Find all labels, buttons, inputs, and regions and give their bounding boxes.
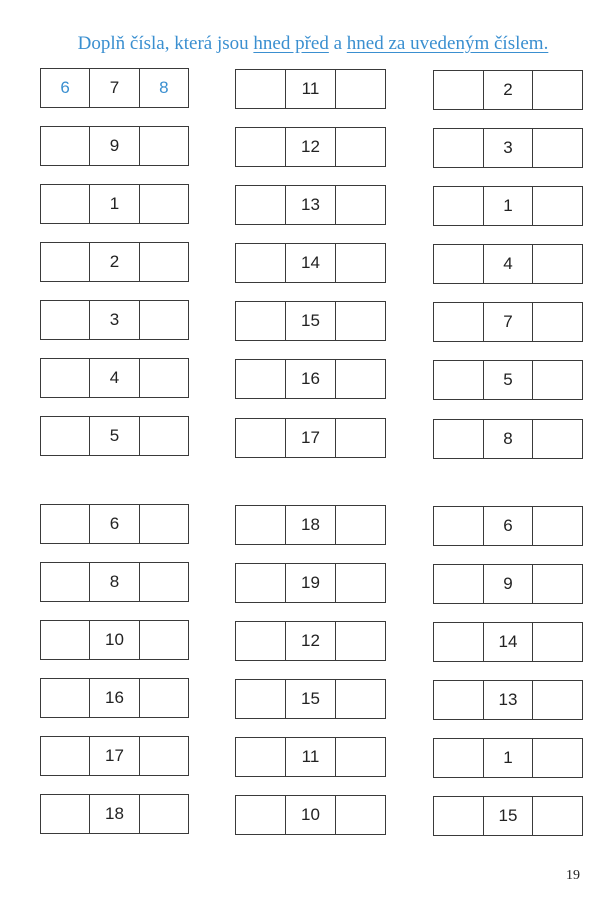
number-row	[40, 126, 189, 166]
answer-box-before[interactable]	[434, 361, 483, 399]
answer-box-after[interactable]	[532, 71, 582, 109]
given-number: 6	[89, 505, 138, 543]
answer-box-before[interactable]	[236, 680, 285, 718]
number-row	[235, 359, 386, 399]
given-number: 5	[89, 417, 138, 455]
given-number: 16	[285, 360, 335, 398]
number-row	[235, 69, 386, 109]
given-number: 1	[89, 185, 138, 223]
given-number: 13	[483, 681, 533, 719]
answer-box-after[interactable]	[139, 243, 188, 281]
given-number: 12	[285, 622, 335, 660]
answer-box-after[interactable]	[139, 417, 188, 455]
answer-box-after[interactable]	[335, 128, 385, 166]
answer-box-before[interactable]	[41, 301, 89, 339]
given-number: 16	[89, 679, 138, 717]
answer-box-after[interactable]	[532, 187, 582, 225]
answer-box-after[interactable]	[335, 622, 385, 660]
answer-box-before: 6	[60, 78, 70, 97]
number-row	[433, 70, 583, 110]
number-row	[433, 506, 583, 546]
answer-box-after[interactable]	[139, 621, 188, 659]
given-number: 17	[89, 737, 138, 775]
number-row	[235, 795, 386, 835]
given-number: 15	[285, 680, 335, 718]
answer-box-after[interactable]	[335, 680, 385, 718]
answer-box-before[interactable]	[41, 563, 89, 601]
answer-box-after[interactable]	[139, 505, 188, 543]
number-row	[433, 564, 583, 604]
answer-box-after[interactable]	[139, 563, 188, 601]
number-row	[235, 563, 386, 603]
answer-box-after[interactable]	[335, 360, 385, 398]
number-row	[235, 243, 386, 283]
number-row	[235, 418, 386, 458]
answer-box-before[interactable]	[434, 681, 483, 719]
number-row	[40, 678, 189, 718]
answer-box-before[interactable]	[434, 245, 483, 283]
given-number: 14	[483, 623, 533, 661]
number-row	[433, 680, 583, 720]
given-number: 11	[285, 70, 335, 108]
answer-box-before[interactable]	[236, 622, 285, 660]
number-row	[433, 419, 583, 459]
given-number: 18	[285, 506, 335, 544]
answer-box-before[interactable]	[236, 186, 285, 224]
given-number: 2	[89, 243, 138, 281]
answer-box-before[interactable]	[434, 303, 483, 341]
number-row	[40, 184, 189, 224]
answer-box-before[interactable]	[41, 621, 89, 659]
answer-box-after[interactable]	[335, 244, 385, 282]
answer-box-before[interactable]	[434, 565, 483, 603]
number-row	[433, 796, 583, 836]
answer-box-before[interactable]	[236, 360, 285, 398]
answer-box-before[interactable]	[434, 797, 483, 835]
number-row	[40, 736, 189, 776]
given-number: 9	[89, 127, 138, 165]
number-row	[433, 622, 583, 662]
given-number: 8	[89, 563, 138, 601]
given-number: 4	[89, 359, 138, 397]
answer-box-before[interactable]	[41, 737, 89, 775]
answer-box-after[interactable]	[139, 359, 188, 397]
number-row	[40, 794, 189, 834]
instruction-emphasis-after: hned za uvedeným číslem.	[346, 33, 549, 54]
answer-box-after[interactable]	[335, 186, 385, 224]
answer-box-after[interactable]	[532, 361, 582, 399]
instruction-text-and: a	[328, 33, 347, 54]
number-row	[235, 301, 386, 341]
answer-box-after[interactable]	[532, 303, 582, 341]
given-number: 13	[285, 186, 335, 224]
number-row	[40, 242, 189, 282]
given-number: 12	[285, 128, 335, 166]
answer-box-before[interactable]	[434, 623, 483, 661]
answer-box-before[interactable]	[434, 187, 483, 225]
given-number: 7	[483, 303, 533, 341]
given-number: 3	[89, 301, 138, 339]
answer-box-before[interactable]	[236, 244, 285, 282]
answer-box-after[interactable]	[335, 738, 385, 776]
answer-box-after[interactable]	[335, 506, 385, 544]
answer-box-before[interactable]	[41, 795, 89, 833]
answer-box-after[interactable]	[532, 129, 582, 167]
number-row	[433, 128, 583, 168]
answer-box-after: 8	[139, 69, 188, 107]
number-row	[40, 358, 189, 398]
answer-box-after[interactable]	[532, 420, 582, 458]
given-number: 10	[285, 796, 335, 834]
given-number: 1	[483, 739, 533, 777]
page-number: 19	[566, 868, 580, 883]
answer-box-after[interactable]	[335, 564, 385, 602]
answer-box-after[interactable]	[532, 565, 582, 603]
answer-box-before[interactable]	[434, 420, 483, 458]
answer-box-after[interactable]	[139, 127, 188, 165]
answer-box-after[interactable]	[139, 737, 188, 775]
answer-box-before[interactable]	[236, 564, 285, 602]
answer-box-before[interactable]	[434, 507, 483, 545]
number-row	[433, 244, 583, 284]
answer-box-before[interactable]	[41, 127, 89, 165]
number-row	[40, 562, 189, 602]
given-number: 1	[483, 187, 533, 225]
given-number: 3	[483, 129, 533, 167]
answer-box-before[interactable]	[41, 185, 89, 223]
number-row	[235, 737, 386, 777]
number-row	[235, 185, 386, 225]
number-row	[433, 738, 583, 778]
answer-box-before[interactable]	[434, 71, 483, 109]
answer-box-before[interactable]	[236, 302, 285, 340]
given-number: 4	[483, 245, 533, 283]
answer-box-before[interactable]	[236, 796, 285, 834]
instruction-title	[0, 33, 605, 55]
instruction-text: Doplň čísla, která jsou	[77, 33, 254, 54]
answer-box-before[interactable]	[236, 506, 285, 544]
answer-box-after[interactable]	[139, 185, 188, 223]
answer-box-before[interactable]	[41, 243, 89, 281]
given-number: 8	[483, 420, 533, 458]
answer-box-before[interactable]	[434, 129, 483, 167]
answer-box-after[interactable]	[335, 302, 385, 340]
number-row	[40, 416, 189, 456]
given-number: 17	[285, 419, 335, 457]
given-number: 18	[89, 795, 138, 833]
answer-box-after[interactable]	[335, 796, 385, 834]
example-row	[40, 68, 189, 108]
number-row	[40, 620, 189, 660]
answer-box-before[interactable]	[41, 679, 89, 717]
answer-box-after[interactable]	[532, 681, 582, 719]
given-number: 2	[483, 71, 533, 109]
instruction-emphasis-before: hned před	[253, 33, 329, 54]
answer-box-after[interactable]	[139, 795, 188, 833]
answer-box-before[interactable]	[41, 359, 89, 397]
given-number: 11	[285, 738, 335, 776]
number-row	[433, 186, 583, 226]
answer-box-after[interactable]	[532, 623, 582, 661]
given-number: 10	[89, 621, 138, 659]
answer-box-after[interactable]	[335, 419, 385, 457]
given-number: 15	[285, 302, 335, 340]
answer-box-before[interactable]	[434, 739, 483, 777]
answer-box-after[interactable]	[532, 797, 582, 835]
given-number: 6	[483, 507, 533, 545]
given-number: 14	[285, 244, 335, 282]
answer-box-before[interactable]	[41, 417, 89, 455]
answer-box-before[interactable]	[236, 70, 285, 108]
answer-box-after[interactable]	[139, 679, 188, 717]
number-row	[433, 360, 583, 400]
answer-box-after[interactable]	[335, 70, 385, 108]
answer-box-before[interactable]	[236, 128, 285, 166]
number-row	[235, 505, 386, 545]
number-row	[40, 300, 189, 340]
number-row	[235, 679, 386, 719]
given-number: 19	[285, 564, 335, 602]
answer-box-after[interactable]	[532, 739, 582, 777]
number-row	[235, 621, 386, 661]
answer-box-before[interactable]	[236, 419, 285, 457]
answer-box-after[interactable]	[139, 301, 188, 339]
answer-box-after[interactable]	[532, 507, 582, 545]
answer-box-after[interactable]	[532, 245, 582, 283]
given-number: 7	[89, 69, 138, 107]
number-row	[40, 504, 189, 544]
answer-box-before[interactable]	[41, 505, 89, 543]
answer-box-before[interactable]	[236, 738, 285, 776]
given-number: 15	[483, 797, 533, 835]
number-row	[433, 302, 583, 342]
given-number: 5	[483, 361, 533, 399]
number-row	[235, 127, 386, 167]
given-number: 9	[483, 565, 533, 603]
